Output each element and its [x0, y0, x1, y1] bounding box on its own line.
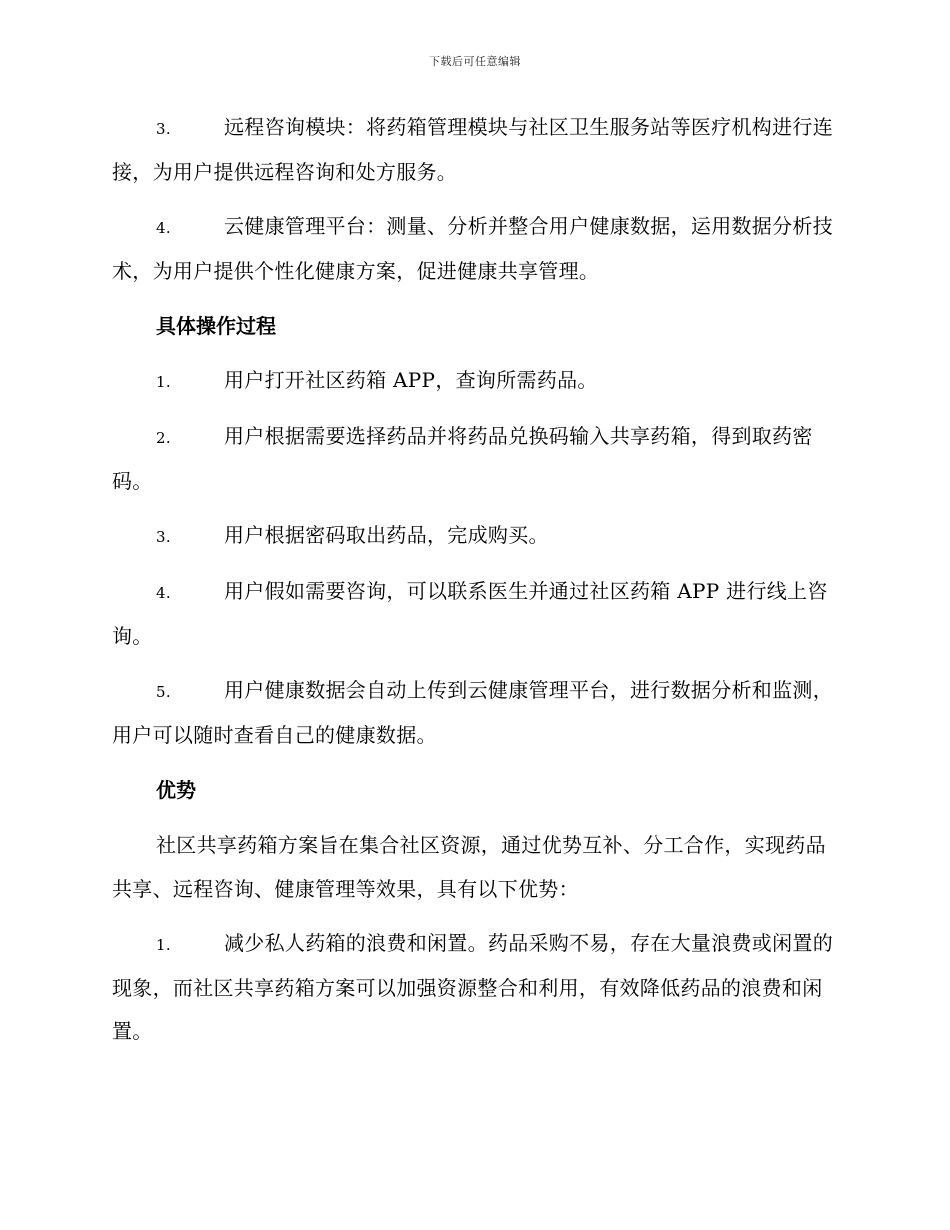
list-number: 4.	[156, 584, 171, 602]
list-text: 用户根据需要选择药品并将药品兑换码输入共享药箱，得到取药密码。	[112, 424, 813, 493]
list-item	[112, 669, 838, 757]
list-number: 2.	[156, 429, 171, 447]
list-text: 云健康管理平台：测量、分析并整合用户健康数据，运用数据分析技术，为用户提供个性化健康方案，促进健康共享管理。	[112, 214, 833, 283]
section-heading-advantages: 优势	[156, 778, 196, 802]
list-number: 4.	[156, 219, 171, 237]
list-item	[112, 922, 838, 1053]
list-number: 3.	[156, 528, 171, 546]
list-number: 5.	[156, 683, 171, 701]
list-text: 远程咨询模块：将药箱管理模块与社区卫生服务站等医疗机构进行连接，为用户提供远程咨询和处方服务。	[112, 115, 833, 184]
list-item	[112, 205, 838, 293]
list-text: 用户健康数据会自动上传到云健康管理平台，进行数据分析和监测，用户可以随时查看自己的健康数据。	[112, 678, 833, 747]
list-text: 用户根据密码取出药品，完成购买。	[224, 523, 549, 547]
list-text: 用户假如需要咨询，可以联系医生并通过社区药箱 APP 进行线上咨询。	[112, 579, 828, 648]
list-item	[112, 514, 838, 559]
list-text: 用户打开社区药箱 APP，查询所需药品。	[224, 368, 598, 392]
list-item	[112, 570, 838, 658]
advantages-intro-paragraph: 社区共享药箱方案旨在集合社区资源，通过优势互补、分工合作，实现药品共享、远程咨询、健康管理等效果，具有以下优势：	[112, 833, 826, 901]
list-text: 减少私人药箱的浪费和闲置。药品采购不易，存在大量浪费或闲置的现象，而社区共享药箱方案可以加强资源整合和利用，有效降低药品的浪费和闲置。	[112, 931, 833, 1043]
page-header: 下载后可任意编辑	[429, 55, 521, 68]
list-number: 3.	[156, 120, 171, 138]
list-item	[112, 415, 838, 503]
section-heading-process: 具体操作过程	[156, 314, 276, 338]
list-number: 1.	[156, 373, 171, 391]
list-item	[112, 106, 838, 194]
document-body	[112, 106, 838, 1064]
list-item	[112, 359, 838, 404]
list-number: 1.	[156, 936, 171, 954]
